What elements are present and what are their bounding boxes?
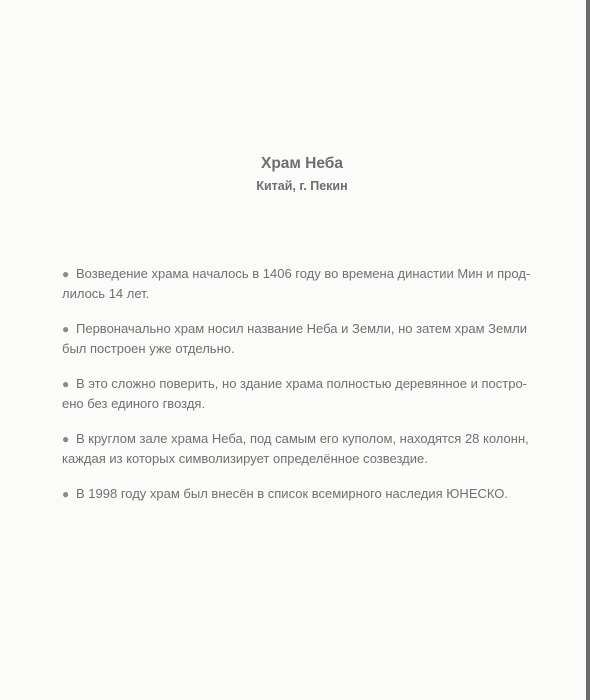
fact-line: лилось 14 лет. — [62, 286, 150, 301]
page-edge-shadow — [586, 0, 590, 700]
facts-list — [62, 264, 552, 520]
fact-line: был построен уже отдельно. — [62, 341, 235, 356]
bullet-icon: ● — [62, 267, 70, 281]
bullet-icon: ● — [62, 322, 70, 336]
list-item — [62, 374, 552, 413]
fact-text: Возведение храма началось в 1406 году во времена династии Мин и прод- — [76, 266, 531, 281]
fact-line — [62, 319, 552, 339]
fact-text: Первоначально храм носил название Неба и Земли, но затем храм Земли — [76, 321, 527, 336]
fact-text: В круглом зале храма Неба, под самым его куполом, находятся 28 колонн, — [76, 431, 529, 446]
bullet-icon: ● — [62, 432, 70, 446]
fact-line — [62, 264, 552, 284]
fact-text: В это сложно поверить, но здание храма полностью деревянное и постро- — [76, 376, 528, 391]
fact-line — [62, 429, 552, 449]
list-item — [62, 264, 552, 303]
fact-line — [62, 374, 552, 394]
page-title: Храм Неба — [260, 155, 343, 172]
fact-line — [62, 484, 552, 504]
bullet-icon: ● — [62, 377, 70, 391]
list-item — [62, 319, 552, 358]
page-subtitle: Китай, г. Пекин — [256, 179, 348, 193]
fact-line: ено без единого гвоздя. — [62, 396, 206, 411]
bullet-icon: ● — [62, 487, 70, 501]
fact-text: В 1998 году храм был внесён в список всемирного наследия ЮНЕСКО. — [76, 486, 509, 501]
list-item — [62, 429, 552, 468]
list-item — [62, 484, 552, 504]
fact-line: каждая из которых символизирует определённое созвездие. — [62, 451, 428, 466]
document-header — [0, 153, 590, 195]
